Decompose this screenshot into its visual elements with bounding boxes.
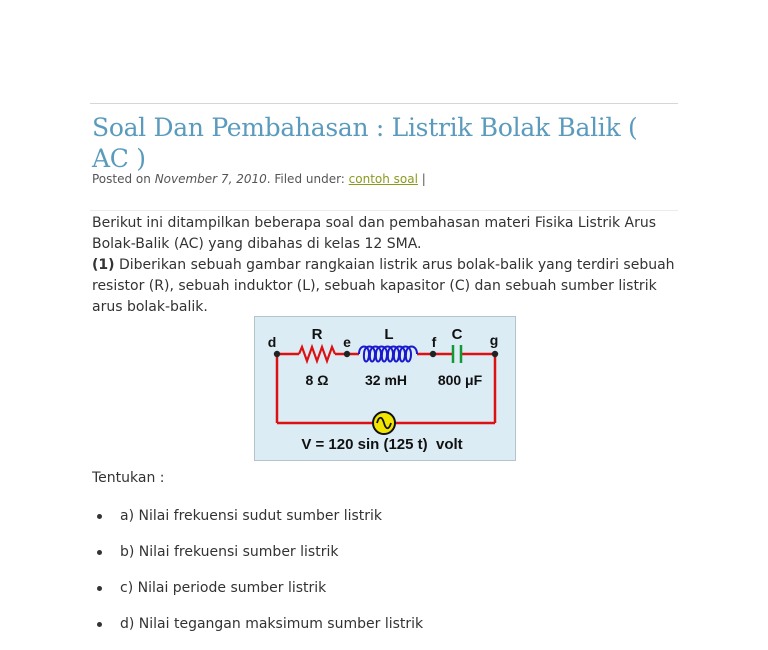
node-g-label: g	[489, 332, 499, 348]
list-item-text: d) Nilai tegangan maksimum sumber listrik	[120, 616, 424, 632]
capacitor-value-label: 800 μF	[437, 372, 483, 388]
capacitor-symbol-label: C	[451, 326, 463, 343]
question-paragraph	[92, 255, 676, 318]
node-e-dot	[344, 351, 350, 357]
inductor-symbol-label: L	[384, 326, 394, 343]
post-title[interactable]: Soal Dan Pembahasan : Listrik Bolak Balik ( AC )	[92, 113, 638, 173]
post-content	[92, 213, 676, 318]
category-link[interactable]: contoh soal	[348, 172, 418, 186]
question-list	[92, 506, 423, 650]
bullet-icon	[97, 550, 102, 555]
list-item-text: b) Nilai frekuensi sumber listrik	[120, 544, 339, 560]
inductor-value-label: 32 mH	[364, 372, 408, 388]
tentukan-label: Tentukan :	[92, 470, 165, 486]
post-date: November 7, 2010	[154, 172, 267, 186]
bullet-icon	[97, 586, 102, 591]
bullet-icon	[97, 622, 102, 627]
meta-separator: |	[417, 172, 426, 186]
circuit-diagram	[255, 317, 515, 460]
node-f-dot	[430, 351, 436, 357]
posted-on-label: Posted on	[92, 172, 155, 186]
node-d-dot	[274, 351, 280, 357]
list-item	[92, 578, 423, 614]
meta-divider	[90, 210, 678, 211]
post-meta	[92, 172, 426, 186]
question-number: (1)	[92, 257, 115, 273]
list-item-text: a) Nilai frekuensi sudut sumber listrik	[120, 508, 383, 524]
node-d-label: d	[267, 334, 277, 350]
node-f-label: f	[431, 334, 437, 350]
resistor-symbol	[299, 347, 335, 361]
resistor-value-label: 8 Ω	[305, 372, 329, 388]
top-divider	[90, 103, 678, 104]
list-item	[92, 614, 423, 650]
question-text: Diberikan sebuah gambar rangkaian listrik arus bolak-balik yang terdiri sebuah resistor (R), sebuah induktor (L), sebuah kapasitor (C) dan sebuah sumber listrik arus bolak-balik.	[92, 257, 675, 315]
node-e-label: e	[343, 334, 351, 350]
circuit-figure	[254, 316, 516, 461]
list-item	[92, 542, 423, 578]
bullet-icon	[97, 514, 102, 519]
source-equation-label: V = 120 sin (125 t) volt	[301, 436, 463, 453]
node-g-dot	[492, 351, 498, 357]
inductor-symbol	[359, 347, 417, 362]
list-item-text: c) Nilai periode sumber listrik	[120, 580, 327, 596]
filed-under-label: . Filed under:	[266, 172, 349, 186]
resistor-symbol-label: R	[311, 326, 323, 343]
list-item	[92, 506, 423, 542]
intro-paragraph: Berikut ini ditampilkan beberapa soal dan pembahasan materi Fisika Listrik Arus Bolak-Balik (AC) yang dibahas di kelas 12 SMA.	[92, 215, 657, 252]
